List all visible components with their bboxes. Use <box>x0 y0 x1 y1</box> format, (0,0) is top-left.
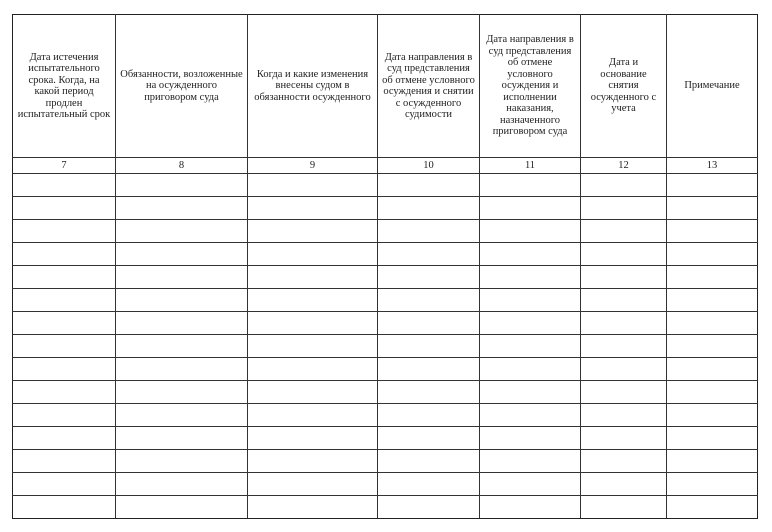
table-cell-col-7[interactable] <box>13 496 116 519</box>
table-row <box>13 243 758 266</box>
table-cell-col-10[interactable] <box>378 473 480 496</box>
table-row <box>13 496 758 519</box>
table-cell-col-7[interactable] <box>13 358 116 381</box>
table-cell-col-13[interactable] <box>667 174 758 197</box>
table-cell-col-8[interactable] <box>116 312 248 335</box>
table-cell-col-7[interactable] <box>13 404 116 427</box>
table-cell-col-12[interactable] <box>581 197 667 220</box>
table-cell-col-8[interactable] <box>116 381 248 404</box>
header-row <box>13 15 758 158</box>
table-cell-col-7[interactable] <box>13 312 116 335</box>
table-cell-col-12[interactable] <box>581 473 667 496</box>
table-cell-col-13[interactable] <box>667 312 758 335</box>
table-cell-col-10[interactable] <box>378 358 480 381</box>
table-cell-col-12[interactable] <box>581 496 667 519</box>
column-number-13: 13 <box>667 158 758 174</box>
table-cell-col-8[interactable] <box>116 496 248 519</box>
table-cell-col-13[interactable] <box>667 289 758 312</box>
table-cell-col-12[interactable] <box>581 381 667 404</box>
table-cell-col-7[interactable] <box>13 243 116 266</box>
table-cell-col-12[interactable] <box>581 243 667 266</box>
table-cell-col-11[interactable] <box>480 427 581 450</box>
table-cell-col-12[interactable] <box>581 289 667 312</box>
table-cell-col-8[interactable] <box>116 358 248 381</box>
table-cell-col-7[interactable] <box>13 220 116 243</box>
table-cell-col-8[interactable] <box>116 266 248 289</box>
table-row <box>13 381 758 404</box>
table-cell-col-8[interactable] <box>116 220 248 243</box>
table-cell-col-11[interactable] <box>480 266 581 289</box>
table-cell-col-13[interactable] <box>667 473 758 496</box>
table-cell-col-10[interactable] <box>378 174 480 197</box>
table-cell-col-12[interactable] <box>581 358 667 381</box>
table-cell-col-8[interactable] <box>116 174 248 197</box>
header-cell-7: Дата истечения испытательного срока. Когда, на какой период продлен испытательный срок <box>13 15 116 158</box>
table-cell-col-10[interactable] <box>378 496 480 519</box>
table-cell-col-12[interactable] <box>581 220 667 243</box>
register-table <box>12 14 758 519</box>
table-cell-col-8[interactable] <box>116 335 248 358</box>
register-table-sheet <box>12 14 757 519</box>
table-cell-col-12[interactable] <box>581 266 667 289</box>
column-number-11: 11 <box>480 158 581 174</box>
table-cell-col-10[interactable] <box>378 220 480 243</box>
table-cell-col-9[interactable] <box>248 335 378 358</box>
table-cell-col-11[interactable] <box>480 358 581 381</box>
table-row <box>13 335 758 358</box>
column-number-10: 10 <box>378 158 480 174</box>
header-cell-9: Когда и какие изменения внесены судом в обязанности осужденного <box>248 15 378 158</box>
table-cell-col-8[interactable] <box>116 450 248 473</box>
table-cell-col-9[interactable] <box>248 197 378 220</box>
table-row <box>13 473 758 496</box>
table-cell-col-7[interactable] <box>13 197 116 220</box>
table-cell-col-9[interactable] <box>248 266 378 289</box>
table-cell-col-9[interactable] <box>248 174 378 197</box>
table-cell-col-9[interactable] <box>248 427 378 450</box>
table-cell-col-13[interactable] <box>667 427 758 450</box>
header-cell-10: Дата направления в суд представления об отмене условного осуждения и снятии с осужденного судимости <box>378 15 480 158</box>
table-row <box>13 312 758 335</box>
table-cell-col-7[interactable] <box>13 427 116 450</box>
table-cell-col-7[interactable] <box>13 289 116 312</box>
table-cell-col-12[interactable] <box>581 404 667 427</box>
table-cell-col-10[interactable] <box>378 450 480 473</box>
table-cell-col-12[interactable] <box>581 335 667 358</box>
table-cell-col-12[interactable] <box>581 174 667 197</box>
table-cell-col-8[interactable] <box>116 289 248 312</box>
table-cell-col-9[interactable] <box>248 473 378 496</box>
table-cell-col-9[interactable] <box>248 220 378 243</box>
table-cell-col-8[interactable] <box>116 243 248 266</box>
table-cell-col-9[interactable] <box>248 381 378 404</box>
table-cell-col-13[interactable] <box>667 381 758 404</box>
table-row <box>13 358 758 381</box>
table-cell-col-8[interactable] <box>116 427 248 450</box>
table-row <box>13 450 758 473</box>
table-cell-col-13[interactable] <box>667 220 758 243</box>
table-cell-col-9[interactable] <box>248 496 378 519</box>
table-cell-col-11[interactable] <box>480 312 581 335</box>
table-row <box>13 220 758 243</box>
table-cell-col-9[interactable] <box>248 289 378 312</box>
table-row <box>13 197 758 220</box>
table-row <box>13 174 758 197</box>
table-cell-col-10[interactable] <box>378 381 480 404</box>
table-cell-col-7[interactable] <box>13 266 116 289</box>
table-cell-col-11[interactable] <box>480 220 581 243</box>
table-cell-col-9[interactable] <box>248 358 378 381</box>
table-cell-col-7[interactable] <box>13 381 116 404</box>
table-cell-col-11[interactable] <box>480 243 581 266</box>
table-cell-col-11[interactable] <box>480 289 581 312</box>
table-cell-col-10[interactable] <box>378 404 480 427</box>
table-cell-col-13[interactable] <box>667 450 758 473</box>
table-row <box>13 404 758 427</box>
table-cell-col-12[interactable] <box>581 450 667 473</box>
table-cell-col-7[interactable] <box>13 473 116 496</box>
table-cell-col-11[interactable] <box>480 381 581 404</box>
table-cell-col-11[interactable] <box>480 473 581 496</box>
table-cell-col-11[interactable] <box>480 197 581 220</box>
table-cell-col-11[interactable] <box>480 450 581 473</box>
table-cell-col-7[interactable] <box>13 450 116 473</box>
table-cell-col-13[interactable] <box>667 197 758 220</box>
column-number-9: 9 <box>248 158 378 174</box>
table-cell-col-8[interactable] <box>116 404 248 427</box>
table-cell-col-8[interactable] <box>116 473 248 496</box>
table-cell-col-9[interactable] <box>248 243 378 266</box>
table-cell-col-13[interactable] <box>667 243 758 266</box>
header-cell-8: Обязанности, возложенные на осужденного приговором суда <box>116 15 248 158</box>
table-cell-col-10[interactable] <box>378 197 480 220</box>
table-cell-col-11[interactable] <box>480 174 581 197</box>
table-cell-col-10[interactable] <box>378 243 480 266</box>
table-row <box>13 266 758 289</box>
header-cell-12: Дата и основание снятия осужденного с учета <box>581 15 667 158</box>
table-cell-col-12[interactable] <box>581 427 667 450</box>
table-cell-col-10[interactable] <box>378 266 480 289</box>
table-cell-col-13[interactable] <box>667 335 758 358</box>
header-cell-11: Дата направления в суд представления об отмене условного осуждения и исполнении наказания, назначенного приговором суда <box>480 15 581 158</box>
table-cell-col-9[interactable] <box>248 450 378 473</box>
table-cell-col-10[interactable] <box>378 289 480 312</box>
table-cell-col-13[interactable] <box>667 266 758 289</box>
table-cell-col-11[interactable] <box>480 404 581 427</box>
table-cell-col-7[interactable] <box>13 174 116 197</box>
table-cell-col-13[interactable] <box>667 358 758 381</box>
column-number-8: 8 <box>116 158 248 174</box>
table-cell-col-11[interactable] <box>480 335 581 358</box>
table-cell-col-10[interactable] <box>378 312 480 335</box>
table-cell-col-7[interactable] <box>13 335 116 358</box>
column-number-7: 7 <box>13 158 116 174</box>
table-cell-col-8[interactable] <box>116 197 248 220</box>
table-cell-col-11[interactable] <box>480 496 581 519</box>
table-row <box>13 427 758 450</box>
table-cell-col-13[interactable] <box>667 404 758 427</box>
table-cell-col-9[interactable] <box>248 312 378 335</box>
header-cell-13: Примечание <box>667 15 758 158</box>
table-cell-col-12[interactable] <box>581 312 667 335</box>
table-cell-col-10[interactable] <box>378 427 480 450</box>
table-cell-col-9[interactable] <box>248 404 378 427</box>
table-cell-col-13[interactable] <box>667 496 758 519</box>
table-row <box>13 289 758 312</box>
table-cell-col-10[interactable] <box>378 335 480 358</box>
column-number-12: 12 <box>581 158 667 174</box>
column-number-row <box>13 158 758 174</box>
